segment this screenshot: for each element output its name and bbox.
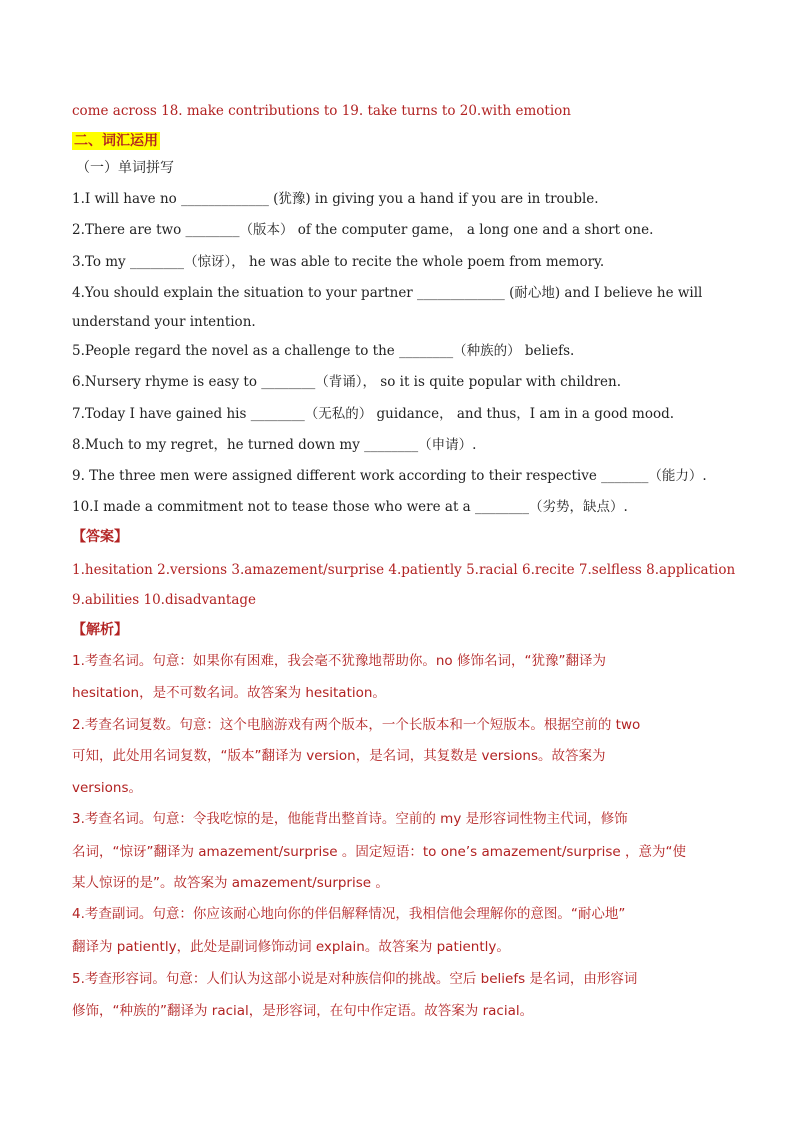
- analysis-line: 3.考查名词。句意：令我吃惊的是，他能背出整首诗。空前的 my 是形容词性物主代词，修饰: [72, 811, 628, 827]
- previous-answers-line: come across 18. make contributions to 19. take turns to 20.with emotion: [72, 103, 571, 119]
- section-title: 二、词汇运用: [74, 133, 158, 149]
- analysis-line: 5.考查形容词。句意：人们认为这部小说是对种族信仰的挑战。空后 beliefs 是名词，由形容词: [72, 971, 638, 987]
- question-4-continued: understand your intention.: [72, 314, 256, 330]
- analysis-line: 4.考查副词。句意：你应该耐心地向你的伴侣解释情况，我相信他会理解你的意图。“耐心地”: [72, 906, 626, 922]
- question-4: 4.You should explain the situation to your partner _____________ (耐心地) and I believe he will: [72, 285, 703, 301]
- question-1: 1.I will have no _____________ (犹豫) in giving you a hand if you are in trouble.: [72, 191, 599, 207]
- question-10: 10.I made a commitment not to tease those who were at a ________（劣势，缺点）.: [72, 499, 628, 515]
- question-5: 5.People regard the novel as a challenge to the ________（种族的） beliefs.: [72, 343, 575, 359]
- question-2: 2.There are two ________（版本） of the computer game， a long one and a short one.: [72, 222, 654, 238]
- analysis-line: 某人惊讶的是”。故答案为 amazement/surprise 。: [72, 875, 389, 891]
- subsection-title: （一）单词拼写: [76, 160, 174, 176]
- analysis-line: versions。: [72, 780, 142, 796]
- analysis-line: 2.考查名词复数。句意：这个电脑游戏有两个版本，一个长版本和一个短版本。根据空前的 two: [72, 717, 641, 733]
- analysis-line: hesitation，是不可数名词。故答案为 hesitation。: [72, 685, 386, 701]
- question-8: 8.Much to my regret，he turned down my ________（申请）.: [72, 437, 477, 453]
- answers-line-1: 1.hesitation 2.versions 3.amazement/surprise 4.patiently 5.racial 6.recite 7.selfless 8.application: [72, 562, 736, 578]
- answer-heading: 【答案】: [72, 529, 128, 545]
- analysis-line: 修饰，“种族的”翻译为 racial，是形容词，在句中作定语。故答案为 racial。: [72, 1003, 534, 1019]
- analysis-line: 翻译为 patiently，此处是副词修饰动词 explain。故答案为 patiently。: [72, 939, 510, 955]
- answers-line-2: 9.abilities 10.disadvantage: [72, 592, 256, 608]
- question-6: 6.Nursery rhyme is easy to ________（背诵）， so it is quite popular with children.: [72, 374, 622, 390]
- analysis-line: 1.考查名词。句意：如果你有困难，我会毫不犹豫地帮助你。no 修饰名词，“犹豫”翻译为: [72, 653, 606, 669]
- question-7: 7.Today I have gained his ________（无私的） guidance， and thus，I am in a good mood.: [72, 406, 675, 422]
- analysis-heading: 【解析】: [72, 622, 128, 638]
- question-9: 9. The three men were assigned different work according to their respective _______（能力）.: [72, 468, 707, 484]
- analysis-line: 名词，“惊讶”翻译为 amazement/surprise 。固定短语：to one’s amazement/surprise ，意为“使: [72, 844, 687, 860]
- analysis-line: 可知，此处用名词复数，“版本”翻译为 version，是名词，其复数是 versions。故答案为: [72, 748, 606, 764]
- question-3: 3.To my ________（惊讶）， he was able to recite the whole poem from memory.: [72, 254, 605, 270]
